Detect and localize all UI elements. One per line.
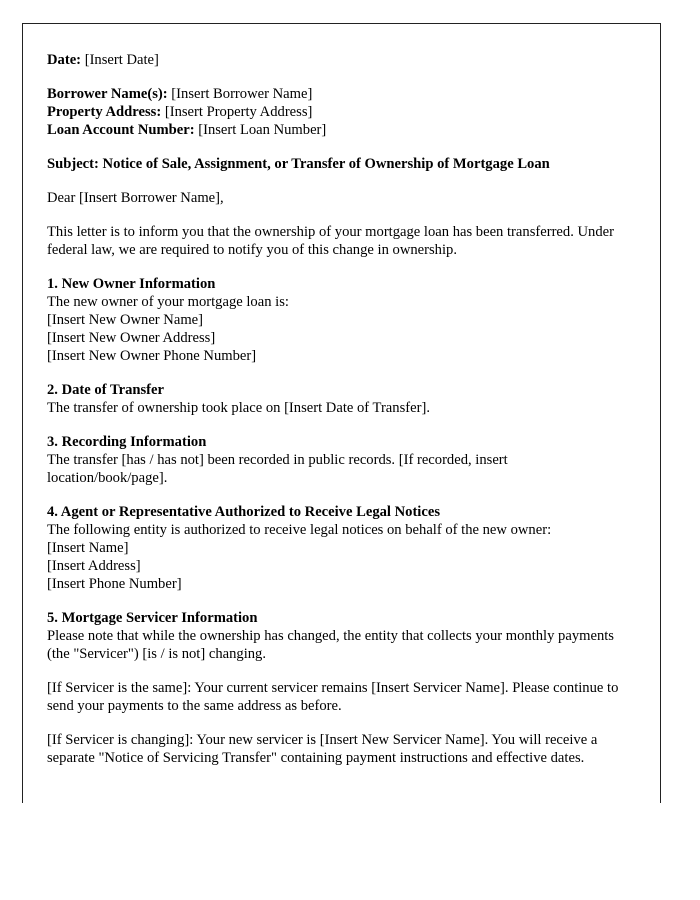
intro-paragraph: This letter is to inform you that the ownership of your mortgage loan has been transferred. Under federal law, we are required to notify you of this change in ownership. xyxy=(47,224,614,258)
section-heading: 5. Mortgage Servicer Information xyxy=(47,610,258,626)
section-authorized-agent xyxy=(47,503,631,593)
section-heading: 4. Agent or Representative Authorized to Receive Legal Notices xyxy=(47,504,440,520)
property-address-value: [Insert Property Address] xyxy=(164,104,313,120)
section-heading: 1. New Owner Information xyxy=(47,276,216,292)
section-line: [Insert Phone Number] xyxy=(47,576,182,592)
date-line xyxy=(47,51,631,69)
borrower-name-line xyxy=(47,85,631,103)
document-body xyxy=(47,51,631,767)
section-line: [Insert Address] xyxy=(47,558,141,574)
borrower-name-label: Borrower Name(s): xyxy=(47,86,168,102)
section-line: [Insert New Owner Phone Number] xyxy=(47,348,257,364)
property-address-line xyxy=(47,103,631,121)
property-address-label: Property Address: xyxy=(47,104,162,120)
section-line: The following entity is authorized to receive legal notices on behalf of the new owner: xyxy=(47,522,552,538)
salutation-block xyxy=(47,189,631,207)
section-line: [Insert New Owner Address] xyxy=(47,330,216,346)
section-line: The transfer [has / has not] been recorded in public records. [If recorded, insert location/book/page]. xyxy=(47,452,508,486)
servicer-changing-paragraph: [If Servicer is changing]: Your new servicer is [Insert New Servicer Name]. You will receive a separate "Notice of Servicing Transfer" containing payment instructions and effective dates. xyxy=(47,732,598,766)
section-mortgage-servicer-information xyxy=(47,609,631,663)
borrower-name-value: [Insert Borrower Name] xyxy=(171,86,313,102)
date-block xyxy=(47,51,631,69)
document-page xyxy=(22,23,661,803)
intro-block xyxy=(47,223,631,259)
loan-account-value: [Insert Loan Number] xyxy=(198,122,327,138)
servicer-same-block xyxy=(47,679,631,715)
section-line: [Insert New Owner Name] xyxy=(47,312,204,328)
section-line: Please note that while the ownership has changed, the entity that collects your monthly payments (the "Servicer") [is / is not] changing. xyxy=(47,628,614,662)
section-recording-information xyxy=(47,433,631,487)
loan-account-line xyxy=(47,121,631,139)
section-heading: 3. Recording Information xyxy=(47,434,207,450)
loan-account-label: Loan Account Number: xyxy=(47,122,195,138)
salutation: Dear [Insert Borrower Name], xyxy=(47,190,224,206)
section-line: The transfer of ownership took place on [Insert Date of Transfer]. xyxy=(47,400,430,416)
date-label: Date: xyxy=(47,52,82,68)
servicer-same-paragraph: [If Servicer is the same]: Your current servicer remains [Insert Servicer Name]. Please continue to send your payments to the same address as before. xyxy=(47,680,619,714)
section-new-owner-information xyxy=(47,275,631,365)
subject-line: Subject: Notice of Sale, Assignment, or Transfer of Ownership of Mortgage Loan xyxy=(47,156,550,172)
section-date-of-transfer xyxy=(47,381,631,417)
section-heading: 2. Date of Transfer xyxy=(47,382,164,398)
recipient-block xyxy=(47,85,631,139)
servicer-changing-block xyxy=(47,731,631,767)
section-line: The new owner of your mortgage loan is: xyxy=(47,294,289,310)
section-line: [Insert Name] xyxy=(47,540,129,556)
date-value: [Insert Date] xyxy=(84,52,159,68)
subject-block xyxy=(47,155,631,173)
